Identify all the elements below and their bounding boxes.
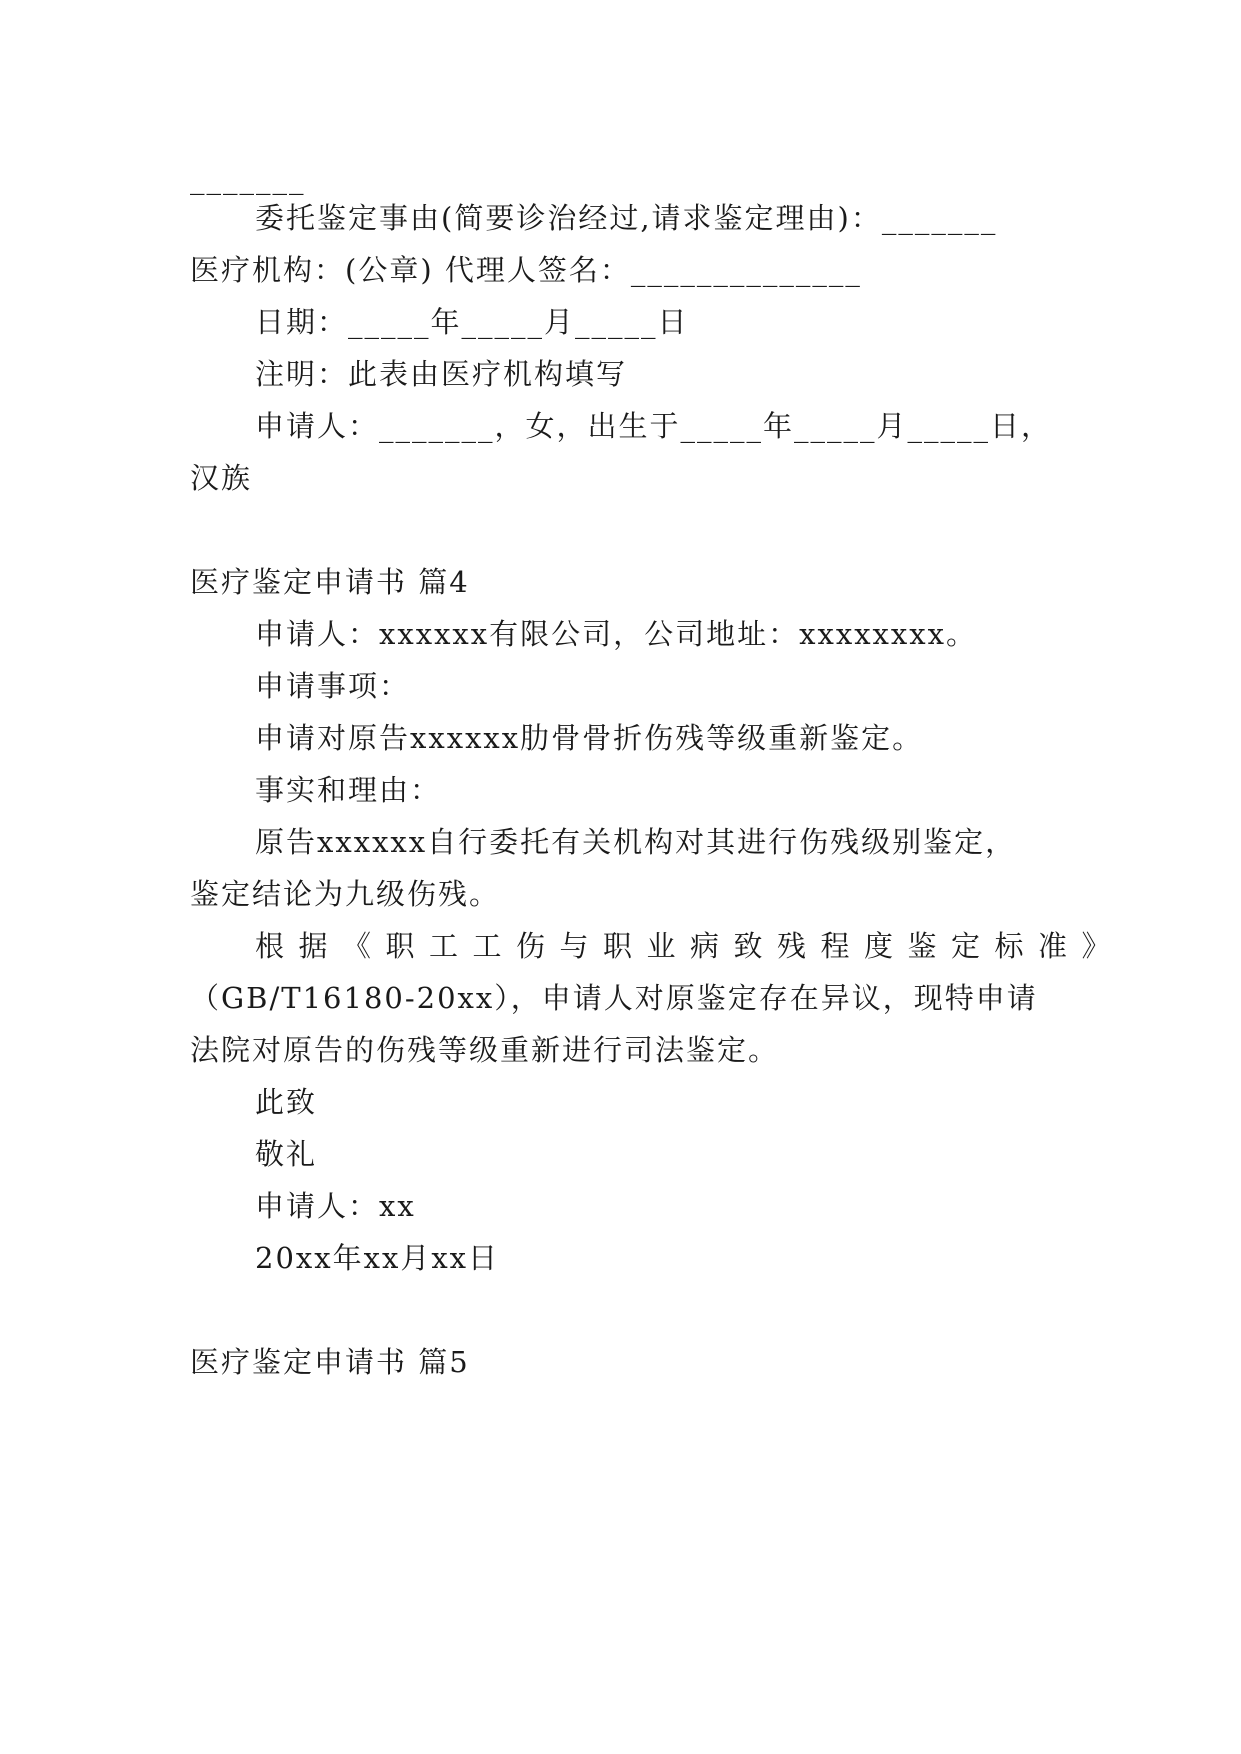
paragraph-basis-1: 根据《职工工伤与职业病致残程度鉴定标准》 [255,929,1126,963]
paragraph-request-items-label: 申请事项： [255,669,411,703]
signature-applicant: 申请人：xx [255,1189,416,1223]
paragraph-facts-label: 事实和理由： [255,773,442,807]
paragraph-date: 日期：_____年_____月_____日 [255,305,689,339]
paragraph-facts-2: 鉴定结论为九级伤残。 [190,877,501,911]
paragraph-applicant-company: 申请人：xxxxxx有限公司，公司地址：xxxxxxxx。 [255,617,977,651]
paragraph-applicant-info: 申请人：_______，女，出生于_____年_____月_____日， [255,409,1053,443]
signature-date: 20xx年xx月xx日 [255,1241,500,1275]
paragraph-basis-2: （GB/T16180-20xx），申请人对原鉴定存在异议，现特申请 [190,981,1038,1015]
paragraph-ethnicity: 汉族 [190,461,253,495]
blank-line-top: _______ [190,161,306,195]
closing-salutation-2: 敬礼 [255,1137,318,1171]
paragraph-request-items: 申请对原告xxxxxx肋骨骨折伤残等级重新鉴定。 [255,721,924,755]
paragraph-basis-3: 法院对原告的伤残等级重新进行司法鉴定。 [190,1033,780,1067]
section-heading-5: 医疗鉴定申请书 篇5 [190,1345,470,1379]
paragraph-commission-reason: 委托鉴定事由(简要诊治经过,请求鉴定理由)：_______ [255,201,998,235]
paragraph-note: 注明：此表由医疗机构填写 [255,357,628,391]
section-heading-4: 医疗鉴定申请书 篇4 [190,565,470,599]
closing-salutation-1: 此致 [255,1085,318,1119]
paragraph-medical-institution: 医疗机构：(公章) 代理人签名：______________ [190,253,862,287]
paragraph-facts-1: 原告xxxxxx自行委托有关机构对其进行伤残级别鉴定， [255,825,1017,859]
